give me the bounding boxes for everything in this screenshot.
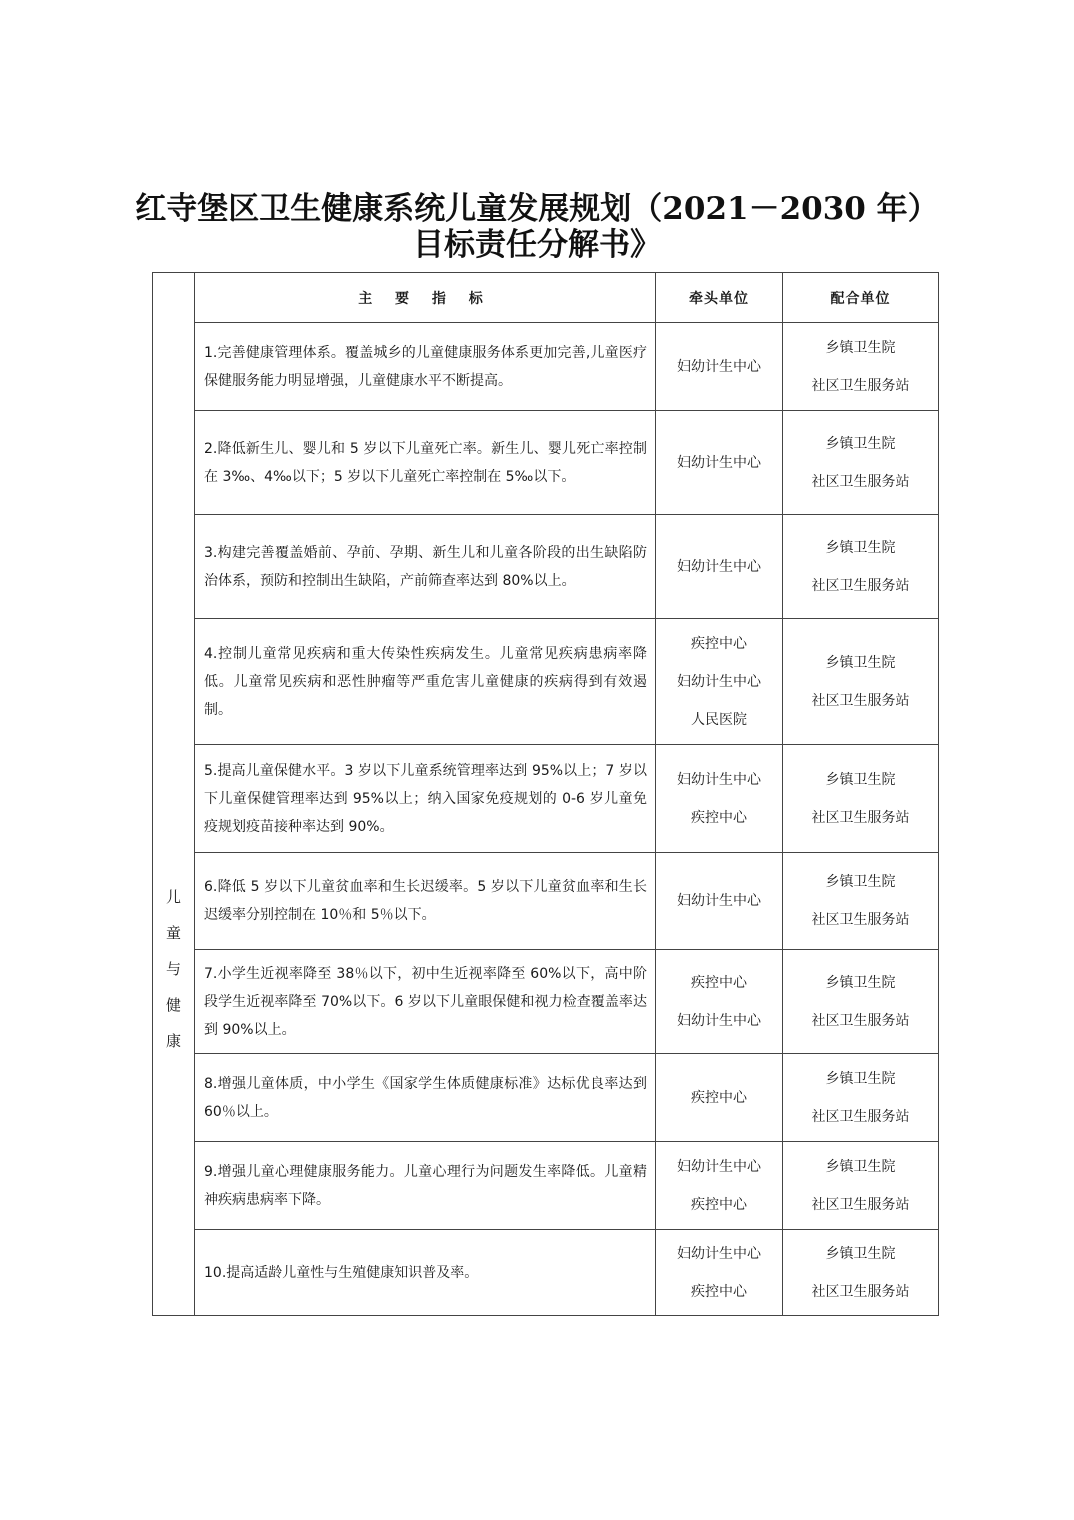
lead-unit-cell xyxy=(656,323,783,411)
lead-unit: 疾控中心 xyxy=(691,1283,747,1300)
lead-unit: 妇幼计生中心 xyxy=(677,673,761,690)
lead-unit-cell xyxy=(656,515,783,619)
coop-unit-cell xyxy=(783,950,939,1054)
responsibility-table xyxy=(152,272,939,1316)
lead-unit: 疾控中心 xyxy=(691,974,747,991)
lead-unit: 疾控中心 xyxy=(691,809,747,826)
lead-unit: 妇幼计生中心 xyxy=(677,1245,761,1262)
coop-unit-cell xyxy=(783,1142,939,1230)
side-char: 与 xyxy=(165,960,181,978)
lead-unit: 妇幼计生中心 xyxy=(677,1012,761,1029)
indicator-cell: 4.控制儿童常见疾病和重大传染性疾病发生。儿童常见疾病患病率降低。儿童常见疾病和恶性肿瘤等严重危害儿童健康的疾病得到有效遏制。 xyxy=(195,619,656,745)
coop-unit: 社区卫生服务站 xyxy=(811,473,910,490)
coop-unit: 乡镇卫生院 xyxy=(825,435,896,452)
coop-unit-cell xyxy=(783,853,939,950)
coop-unit: 乡镇卫生院 xyxy=(825,1158,896,1175)
coop-unit-cell xyxy=(783,745,939,853)
lead-unit: 妇幼计生中心 xyxy=(677,558,761,575)
table-row xyxy=(153,745,939,853)
lead-unit-cell xyxy=(656,1230,783,1316)
lead-unit: 疾控中心 xyxy=(691,1089,747,1106)
indicator-cell: 7.小学生近视率降至 38％以下，初中生近视率降至 60%以下，高中阶段学生近视率降至 70%以下。6 岁以下儿童眼保健和视力检查覆盖率达到 90%以上。 xyxy=(195,950,656,1054)
lead-unit: 人民医院 xyxy=(691,711,747,728)
coop-unit: 乡镇卫生院 xyxy=(825,974,896,991)
coop-unit: 社区卫生服务站 xyxy=(811,577,910,594)
lead-unit-cell xyxy=(656,411,783,515)
lead-unit-cell xyxy=(656,745,783,853)
coop-unit: 乡镇卫生院 xyxy=(825,539,896,556)
coop-unit: 乡镇卫生院 xyxy=(825,654,896,671)
lead-unit-cell xyxy=(656,619,783,745)
table-row xyxy=(153,853,939,950)
coop-unit: 乡镇卫生院 xyxy=(825,771,896,788)
header-row xyxy=(153,273,939,323)
coop-unit: 社区卫生服务站 xyxy=(811,912,910,928)
coop-unit-cell xyxy=(783,1230,939,1316)
indicator-cell: 1.完善健康管理体系。覆盖城乡的儿童健康服务体系更加完善,儿童医疗保健服务能力明显增强，儿童健康水平不断提高。 xyxy=(195,323,656,411)
side-char: 健 xyxy=(165,996,181,1014)
lead-unit-cell xyxy=(656,950,783,1054)
lead-unit-cell xyxy=(656,1054,783,1142)
table-row xyxy=(153,619,939,745)
coop-unit: 社区卫生服务站 xyxy=(811,809,910,826)
table-row xyxy=(153,950,939,1054)
header-lead-unit: 牵头单位 xyxy=(656,273,783,323)
indicator-cell: 2.降低新生儿、婴儿和 5 岁以下儿童死亡率。新生儿、婴儿死亡率控制在 3‰、4‰以下；5 岁以下儿童死亡率控制在 5‰以下。 xyxy=(195,411,656,515)
side-char: 童 xyxy=(165,924,181,942)
lead-unit-cell xyxy=(656,853,783,950)
coop-unit: 乡镇卫生院 xyxy=(825,874,896,890)
table-row xyxy=(153,1142,939,1230)
lead-unit: 疾控中心 xyxy=(691,1196,747,1213)
side-char: 儿 xyxy=(165,888,181,906)
lead-unit: 妇幼计生中心 xyxy=(677,454,761,471)
coop-unit: 社区卫生服务站 xyxy=(811,1012,910,1029)
indicator-cell: 3.构建完善覆盖婚前、孕前、孕期、新生儿和儿童各阶段的出生缺陷防治体系，预防和控制出生缺陷，产前筛查率达到 80%以上。 xyxy=(195,515,656,619)
header-indicator-label: 主 要 指 标 xyxy=(358,290,492,307)
indicator-cell: 5.提高儿童保健水平。3 岁以下儿童系统管理率达到 95%以上；7 岁以下儿童保健管理率达到 95%以上；纳入国家免疫规划的 0-6 岁儿童免疫规划疫苗接种率达到 90%。 xyxy=(195,745,656,853)
lead-unit: 疾控中心 xyxy=(691,635,747,652)
table-row xyxy=(153,411,939,515)
coop-unit-cell xyxy=(783,323,939,411)
coop-unit: 社区卫生服务站 xyxy=(811,377,910,394)
table-row xyxy=(153,515,939,619)
coop-unit-cell xyxy=(783,411,939,515)
side-category-label xyxy=(153,273,195,1316)
lead-unit: 妇幼计生中心 xyxy=(677,1158,761,1175)
table-row xyxy=(153,1230,939,1316)
lead-unit: 妇幼计生中心 xyxy=(677,771,761,788)
indicator-cell: 10.提高适龄儿童性与生殖健康知识普及率。 xyxy=(195,1230,656,1316)
header-indicator xyxy=(195,273,656,323)
lead-unit: 妇幼计生中心 xyxy=(677,358,761,375)
coop-unit: 乡镇卫生院 xyxy=(825,1070,896,1087)
indicator-cell: 9.增强儿童心理健康服务能力。儿童心理行为问题发生率降低。儿童精神疾病患病率下降。 xyxy=(195,1142,656,1230)
lead-unit-cell xyxy=(656,1142,783,1230)
document-title: 红寺堡区卫生健康系统儿童发展规划（2021－2030 年） xyxy=(135,191,939,227)
table-row xyxy=(153,323,939,411)
table-row xyxy=(153,1054,939,1142)
document-subtitle: 目标责任分解书》 xyxy=(413,227,661,263)
coop-unit: 社区卫生服务站 xyxy=(811,1108,910,1125)
lead-unit: 妇幼计生中心 xyxy=(677,893,761,909)
side-char: 康 xyxy=(165,1032,181,1050)
coop-unit-cell xyxy=(783,619,939,745)
indicator-cell: 8.增强儿童体质，中小学生《国家学生体质健康标准》达标优良率达到 60％以上。 xyxy=(195,1054,656,1142)
header-coop-unit: 配合单位 xyxy=(783,273,939,323)
coop-unit: 社区卫生服务站 xyxy=(811,692,910,709)
coop-unit: 社区卫生服务站 xyxy=(811,1196,910,1213)
indicator-cell: 6.降低 5 岁以下儿童贫血率和生长迟缓率。5 岁以下儿童贫血率和生长迟缓率分别控制在 10％和 5％以下。 xyxy=(195,853,656,950)
coop-unit: 乡镇卫生院 xyxy=(825,1245,896,1262)
coop-unit: 乡镇卫生院 xyxy=(825,339,896,356)
coop-unit-cell xyxy=(783,1054,939,1142)
coop-unit: 社区卫生服务站 xyxy=(811,1283,910,1300)
coop-unit-cell xyxy=(783,515,939,619)
